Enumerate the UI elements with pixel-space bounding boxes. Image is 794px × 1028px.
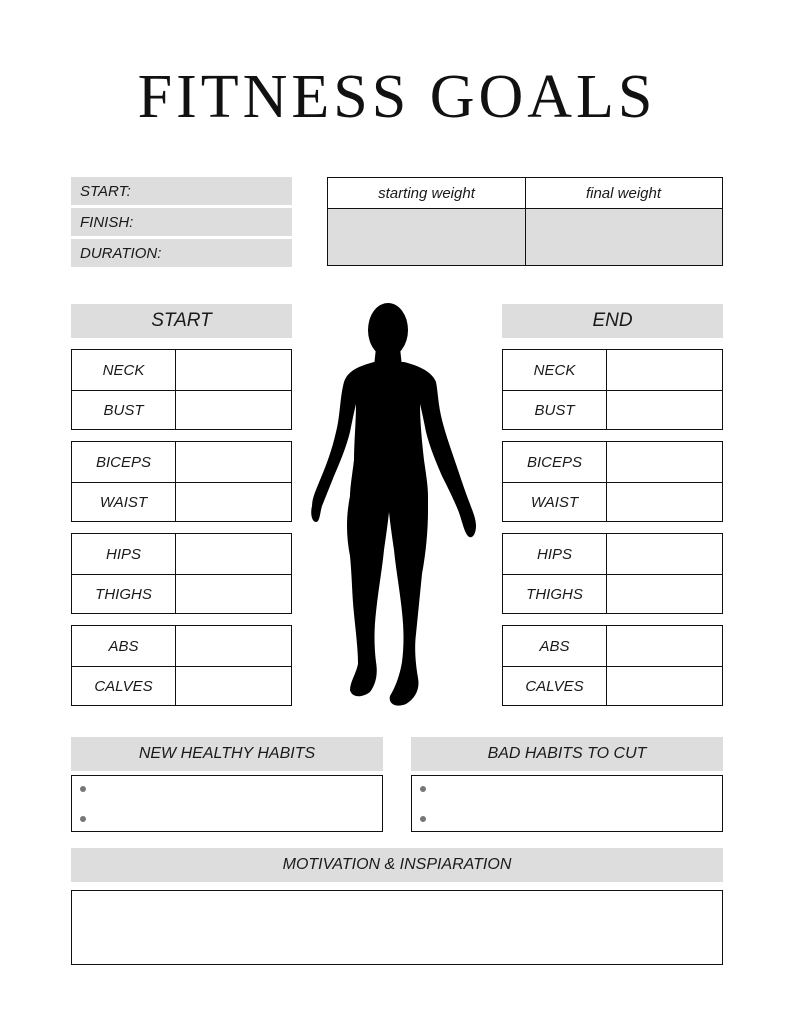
measurement-row: [503, 574, 722, 614]
duration-label: DURATION:: [80, 244, 162, 262]
end-neck-input[interactable]: [607, 350, 722, 390]
bad-habits-list[interactable]: [411, 775, 723, 832]
new-healthy-habits-list[interactable]: [71, 775, 383, 832]
measurement-row: [72, 574, 291, 614]
end-calves-input[interactable]: [607, 667, 722, 706]
end-waist-input[interactable]: [607, 483, 722, 522]
measurement-label: WAIST: [72, 483, 176, 522]
measurement-label: BUST: [72, 391, 176, 430]
start-group-neck-bust: [71, 349, 292, 430]
measurement-label: NECK: [72, 350, 176, 390]
measurement-label: THIGHS: [503, 575, 607, 614]
measurement-label: ABS: [503, 626, 607, 666]
measurement-label: WAIST: [503, 483, 607, 522]
measurement-label: BICEPS: [503, 442, 607, 482]
start-bust-input[interactable]: [176, 391, 291, 430]
end-group-hips-thighs: [502, 533, 723, 614]
body-silhouette-icon: [300, 300, 496, 710]
start-neck-input[interactable]: [176, 350, 291, 390]
measurement-label: CALVES: [72, 667, 176, 706]
end-bust-input[interactable]: [607, 391, 722, 430]
measurement-row: [72, 350, 291, 390]
bullet-icon: [80, 786, 86, 792]
measurement-label: THIGHS: [72, 575, 176, 614]
start-biceps-input[interactable]: [176, 442, 291, 482]
finish-date-field[interactable]: [71, 208, 292, 236]
bullet-icon: [420, 816, 426, 822]
start-waist-input[interactable]: [176, 483, 291, 522]
measurement-row: [72, 442, 291, 482]
measurement-row: [72, 482, 291, 522]
starting-weight-header: starting weight: [378, 184, 475, 202]
bullet-icon: [80, 816, 86, 822]
start-abs-input[interactable]: [176, 626, 291, 666]
start-measurements-heading: START: [71, 304, 292, 338]
starting-weight-input[interactable]: [328, 208, 525, 265]
end-thighs-input[interactable]: [607, 575, 722, 614]
duration-field[interactable]: [71, 239, 292, 267]
final-weight-header: final weight: [585, 184, 662, 202]
end-group-biceps-waist: [502, 441, 723, 522]
measurement-row: [72, 626, 291, 666]
measurement-row: [72, 390, 291, 430]
measurement-label: BUST: [503, 391, 607, 430]
start-group-biceps-waist: [71, 441, 292, 522]
start-hips-input[interactable]: [176, 534, 291, 574]
finish-date-label: FINISH:: [80, 213, 134, 231]
measurement-row: [503, 534, 722, 574]
new-healthy-habits-heading: NEW HEALTHY HABITS: [71, 737, 383, 771]
measurement-row: [72, 534, 291, 574]
measurement-row: [72, 666, 291, 706]
bad-habits-heading: BAD HABITS TO CUT: [411, 737, 723, 771]
motivation-input[interactable]: [71, 890, 723, 965]
measurement-label: NECK: [503, 350, 607, 390]
bullet-icon: [420, 786, 426, 792]
measurement-row: [503, 350, 722, 390]
measurement-row: [503, 626, 722, 666]
measurement-label: ABS: [72, 626, 176, 666]
start-calves-input[interactable]: [176, 667, 291, 706]
measurement-label: HIPS: [503, 534, 607, 574]
end-group-abs-calves: [502, 625, 723, 706]
measurement-label: HIPS: [72, 534, 176, 574]
end-abs-input[interactable]: [607, 626, 722, 666]
final-weight-input[interactable]: [525, 208, 722, 265]
weight-divider: [525, 178, 526, 265]
end-biceps-input[interactable]: [607, 442, 722, 482]
page-title: FITNESS GOALS: [137, 63, 657, 131]
start-date-label: START:: [80, 182, 131, 200]
start-group-abs-calves: [71, 625, 292, 706]
measurement-label: BICEPS: [72, 442, 176, 482]
start-date-field[interactable]: [71, 177, 292, 205]
measurement-row: [503, 482, 722, 522]
measurement-row: [503, 442, 722, 482]
motivation-heading: MOTIVATION & INSPIARATION: [71, 848, 723, 882]
end-measurements-heading: END: [502, 304, 723, 338]
measurement-row: [503, 390, 722, 430]
start-group-hips-thighs: [71, 533, 292, 614]
start-thighs-input[interactable]: [176, 575, 291, 614]
measurement-row: [503, 666, 722, 706]
measurement-label: CALVES: [503, 667, 607, 706]
end-group-neck-bust: [502, 349, 723, 430]
weight-table: [327, 177, 723, 266]
end-hips-input[interactable]: [607, 534, 722, 574]
